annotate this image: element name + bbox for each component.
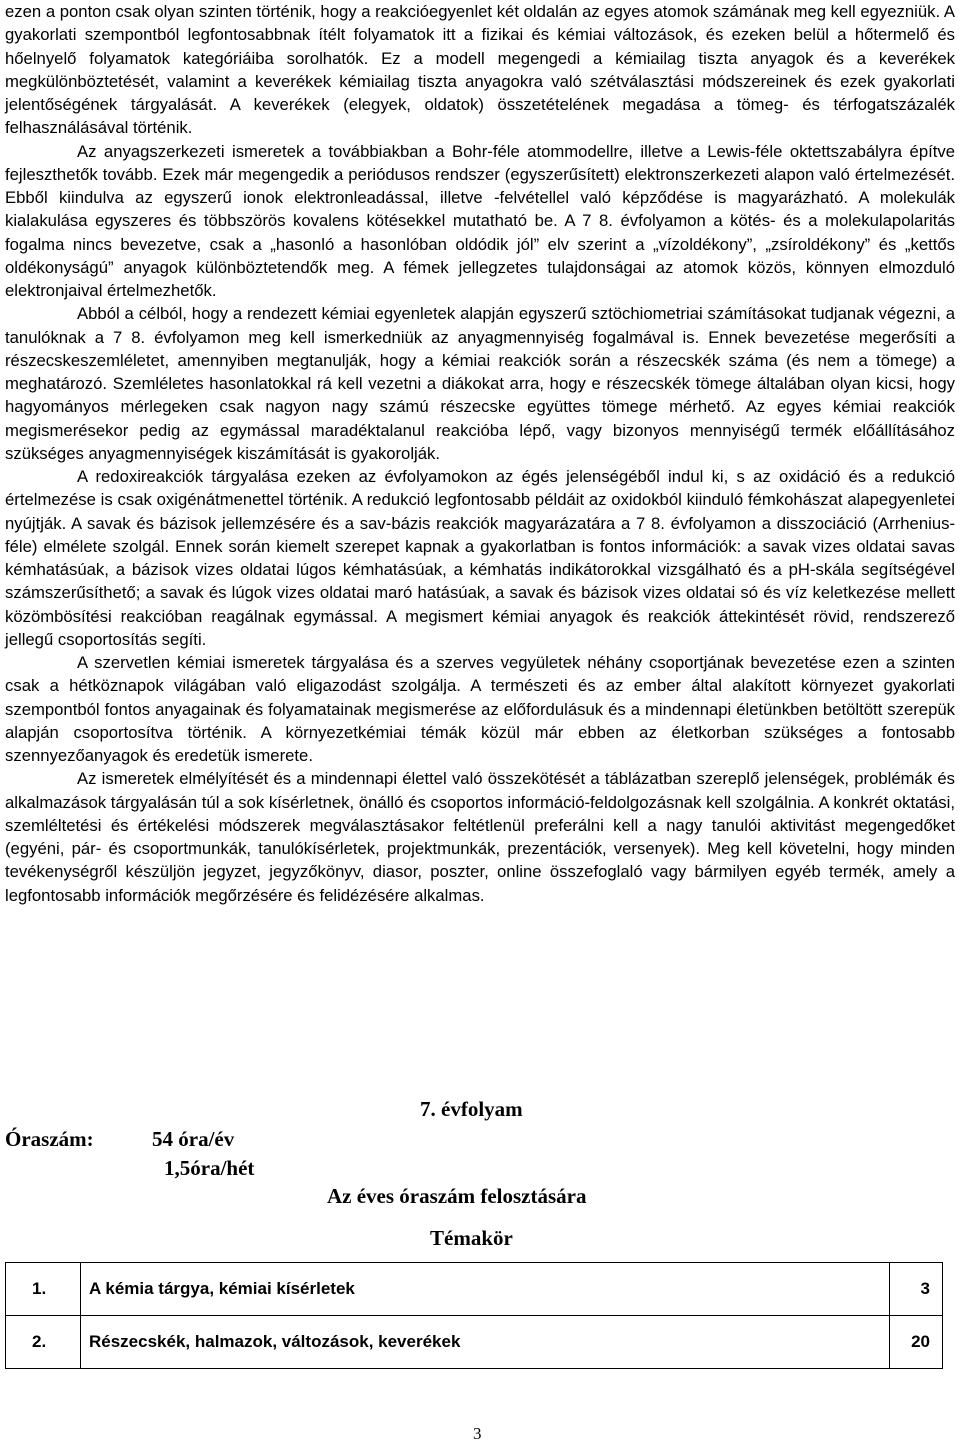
- paragraph: Az ismeretek elmélyítését és a mindennapi élettel való összekötését a táblázatban szereplő jelenségek, problémák és alkalmazások tárgyalásán túl a sok kísérletnek, önálló és csoportos információ-feldolgozásnak kell szolgálnia. A konkrét oktatási, szemléltetési és értékelési módszerek megválasztásakor feltétlenül preferálni kell a nagy tanulói aktivitást megengedőket (egyéni, pár- és csoportmunkák, tanulókísérletek, projektmunkák, prezentációk, versenyek). Meg kell követelni, hogy minden tevékenységről készüljön jegyzet, jegyzőkönyv, diasor, poszter, online összefoglaló vagy bármilyen egyéb termék, amely a legfontosabb információk megőrzésére és felidézésére alkalmas.: [5, 769, 955, 905]
- paragraph: A redoxireakciók tárgyalása ezeken az évfolyamokon az égés jelenségéből indul ki, s az oxidáció és a redukció értelmezése is csak oxigénátmenettel történik. A redukció legfontosabb példáit az oxidokból kiinduló fémkohászat alapegyenletei nyújtják. A savak és bázisok jellemzésére és a sav-bázis reakciók magyarázatára a 7 8. évfolyamon a disszociáció (Arrhenius-féle) elmélete szolgál. Ennek során kiemelt szerepet kapnak a gyakorlatban is fontos információk: a savak vizes oldatai savas kémhatásúak, a bázisok vizes oldatai lúgos kémhatásúak, a kémhatás indikátorokkal vizsgálható és a pH-skála segítségével számszerűsíthető; a savak és lúgok vizes oldatai maró hatásúak, a savak és bázisok vizes oldatai só és víz keletkezése mellett közömbösítési reakcióban reagálnak egymással. A megismert kémiai anyagok és reakciók áttekintését rövid, rendszerező jellegű csoportosítás segíti.: [5, 467, 955, 649]
- hours-label: Óraszám:: [5, 1127, 94, 1151]
- grade-heading: 7. évfolyam: [420, 1097, 523, 1121]
- topics-table: [5, 1262, 943, 1369]
- hours-per-week: 1,5óra/hét: [164, 1156, 255, 1180]
- distribution-title: Az éves óraszám felosztására: [327, 1184, 587, 1208]
- topic-hours: 20: [890, 1316, 943, 1369]
- topic-number: 1.: [6, 1263, 81, 1316]
- topic-title: A kémia tárgya, kémiai kísérletek: [81, 1263, 890, 1316]
- topic-title: Részecskék, halmazok, változások, keverékek: [81, 1316, 890, 1369]
- paragraph: ezen a ponton csak olyan szinten történik, hogy a reakcióegyenlet két oldalán az egyes atomok számának meg kell egyezniük. A gyakorlati szempontból legfontosabbnak ítélt folyamatok itt a fizikai és kémiai változások, és ezeken belül a hőtermelő és hőelnyelő folyamatok kategóriáiba sorolhatók. Ez a modell megengedi a kémiailag tiszta anyagok és a keverékek megkülönböztetését, valamint a keverékek kémiailag tiszta anyagokra való szétválasztási módszereinek és ezek gyakorlati jelentőségének tárgyalását. A keverékek (elegyek, oldatok) összetételének megadása a tömeg- és térfogatszázalék felhasználásával történik.: [5, 2, 955, 138]
- paragraph: Abból a célból, hogy a rendezett kémiai egyenletek alapján egyszerű sztöchiometriai számításokat tudjanak végezni, a tanulóknak a 7 8. évfolyamon meg kell ismerkedniük az anyagmennyiség fogalmával is. Ennek bevezetése megerősíti a részecskeszemléletet, amennyiben megtanulják, hogy a kémiai reakciók során a részecskék száma (és nem a tömege) a meghatározó. Szemléletes hasonlatokkal rá kell vezetni a diákokat arra, hogy e részecskék tömege általában olyan kicsi, hogy hagyományos mérlegeken csak nagyon nagy számú részecske együttes tömege mérhető. Az egyes kémiai reakciók megismerésekor pedig az egymással maradéktalanul reakcióba lépő, vagy bizonyos mennyiségű termék előállításához szükséges anyagmennyiségek kiszámítását is gyakorolják.: [5, 304, 955, 463]
- topic-number: 2.: [6, 1316, 81, 1369]
- body-text: [5, 0, 955, 907]
- hours-per-year: 54 óra/év: [152, 1127, 235, 1151]
- topic-header: Témakör: [430, 1226, 513, 1250]
- table-row: [6, 1316, 943, 1369]
- table-row: [6, 1263, 943, 1316]
- paragraph: A szervetlen kémiai ismeretek tárgyalása és a szerves vegyületek néhány csoportjának bevezetése ezen a szinten csak a hétköznapok világában való eligazodást szolgálja. A természeti és az ember által alakított környezet gyakorlati szempontból fontos anyagainak és folyamatainak megismerése az előfordulásuk és a mindennapi életünkben betöltött szerepük alapján csoportosítva történik. A környezetkémiai témák közül már ebben az életkorban szükséges a fontosabb szennyezőanyagok és eredetük ismerete.: [5, 653, 955, 765]
- topic-hours: 3: [890, 1263, 943, 1316]
- page-number: 3: [473, 1424, 482, 1443]
- paragraph: Az anyagszerkezeti ismeretek a továbbiakban a Bohr-féle atommodellre, illetve a Lewis-féle oktettszabályra építve fejleszthetők tovább. Ezek már megengedik a periódusos rendszer (egyszerűsített) elektronszerkezeti alapon való értelmezését. Ebből kiindulva az egyszerű ionok elektronleadással, illetve -felvétellel való képződése is magyarázható. A molekulák kialakulása egyszeres és többszörös kovalens kötésekkel mutatható be. A 7 8. évfolyamon a kötés- és a molekulapolaritás fogalma nincs bevezetve, csak a „hasonló a hasonlóban oldódik jól” elv szerint a „vízoldékony”, „zsíroldékony” és „kettős oldékonyságú” anyagok különböztetendők meg. A fémek jellegzetes tulajdonságai az atomok közös, könnyen elmozduló elektronjaival értelmezhetők.: [5, 141, 955, 300]
